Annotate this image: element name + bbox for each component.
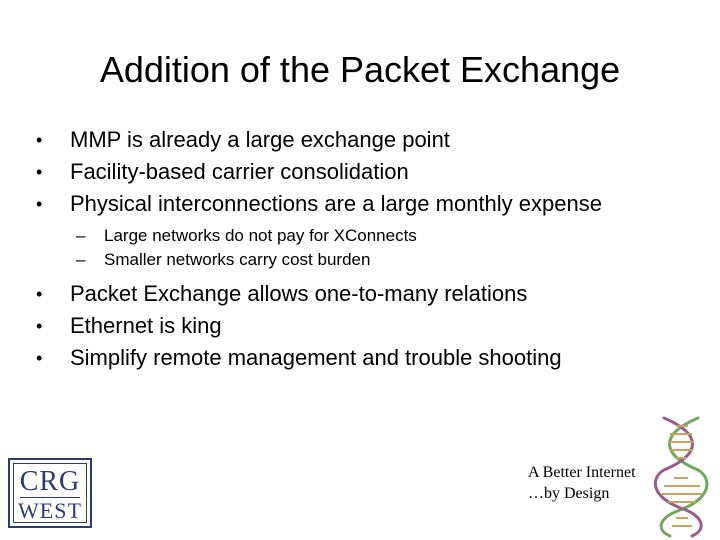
- logo-frame: [13, 463, 87, 523]
- bullet-item: [36, 188, 696, 220]
- bullet-list: [36, 124, 696, 374]
- tagline: [528, 462, 688, 504]
- bullet-item: [36, 156, 696, 188]
- logo-line-2: WEST: [18, 498, 82, 523]
- bullet-marker: •: [36, 162, 43, 182]
- sub-bullet-item: [36, 248, 696, 272]
- bullet-item: [36, 278, 696, 310]
- tagline-line-1: A Better Internet: [528, 464, 636, 481]
- bullet-item: [36, 124, 696, 156]
- bullet-marker: •: [36, 348, 43, 368]
- bullet-text: Packet Exchange allows one-to-many relations: [70, 281, 528, 306]
- sub-bullet-item: [36, 224, 696, 248]
- bullet-marker: •: [36, 130, 43, 150]
- bullet-text: Ethernet is king: [70, 313, 222, 338]
- sub-bullet-marker: –: [76, 226, 86, 245]
- bullet-marker: •: [36, 194, 43, 214]
- bullet-item: [36, 310, 696, 342]
- bullet-text: MMP is already a large exchange point: [70, 127, 450, 152]
- slide-title: Addition of the Packet Exchange: [99, 49, 621, 90]
- tagline-line-2: …by Design: [528, 485, 610, 502]
- crg-west-logo: [8, 458, 92, 528]
- bullet-text: Physical interconnections are a large monthly expense: [70, 191, 602, 216]
- sub-bullet-text: Smaller networks carry cost burden: [104, 250, 371, 269]
- sub-bullet-text: Large networks do not pay for XConnects: [104, 226, 417, 245]
- bullet-text: Simplify remote management and trouble shooting: [70, 345, 562, 370]
- logo-line-1: CRG: [19, 466, 81, 497]
- sub-bullet-marker: –: [76, 250, 86, 269]
- bullet-text: Facility-based carrier consolidation: [70, 159, 409, 184]
- bullet-item: [36, 342, 696, 374]
- bullet-marker: •: [36, 316, 43, 336]
- bullet-marker: •: [36, 284, 43, 304]
